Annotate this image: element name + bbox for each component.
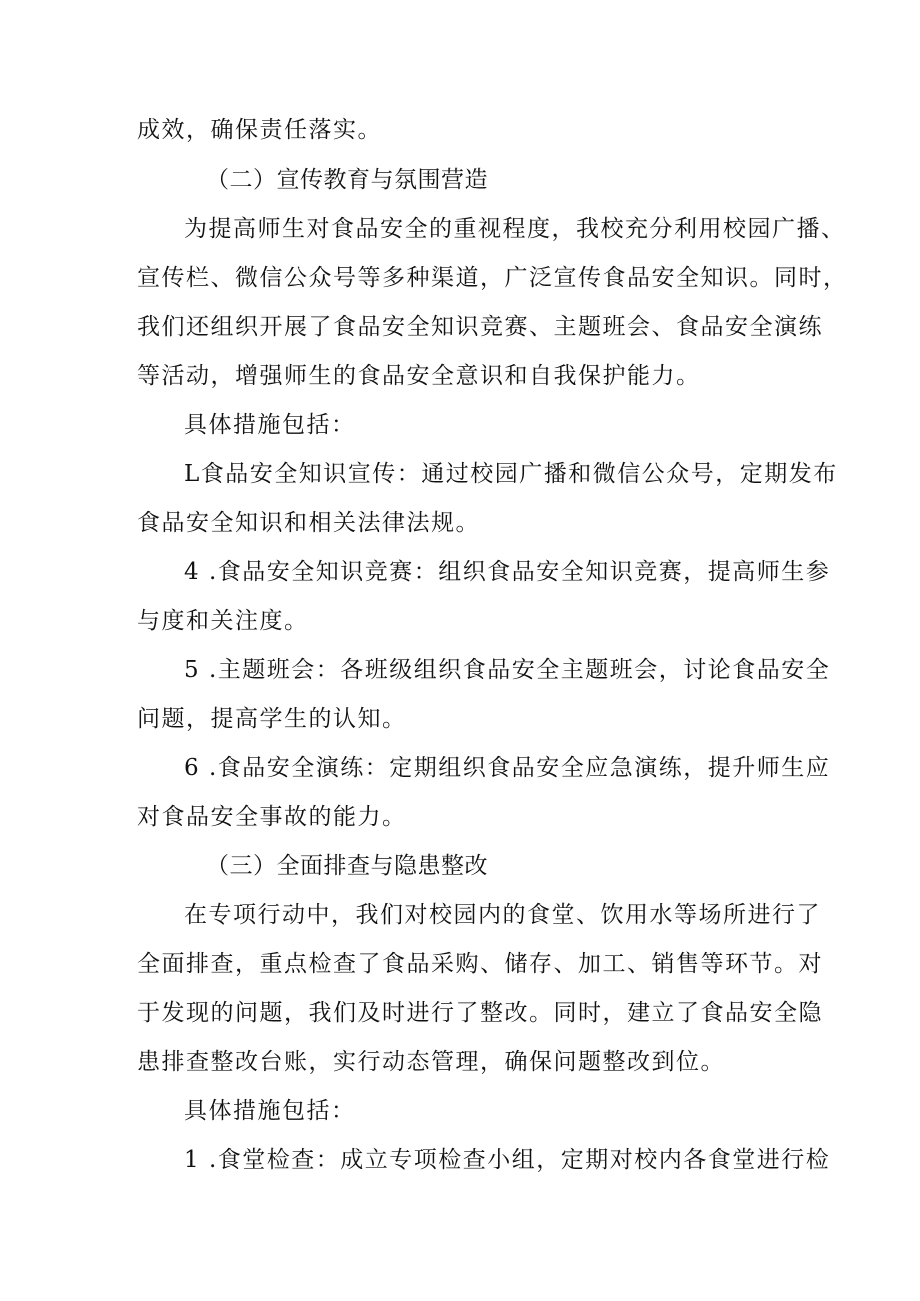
paragraph-line: 宣传栏、微信公众号等多种渠道，广泛宣传食品安全知识。同时， [137,265,848,291]
paragraph-line: 我们还组织开展了食品安全知识竞赛、主题班会、食品安全演练 [137,314,823,340]
paragraph-line: 等活动，增强师生的食品安全意识和自我保护能力。 [137,363,701,389]
paragraph-line: 在专项行动中，我们对校园内的食堂、饮用水等场所进行了 [184,902,821,928]
paragraph-line: 于发现的问题，我们及时进行了整改。同时，建立了食品安全隐 [137,1000,823,1026]
list-item-line: L食品安全知识宣传：通过校园广播和微信公众号，定期发布 [184,461,838,487]
section-heading: （二）宣传教育与氛围营造 [206,167,488,193]
list-item-line: 对食品安全事故的能力。 [137,804,407,830]
list-item-line: 食品安全知识和相关法律法规。 [137,510,480,536]
list-intro: 具体措施包括： [184,412,356,438]
list-intro: 具体措施包括： [184,1098,356,1124]
list-item-line: 1 .食堂检查：成立专项检查小组，定期对校内各食堂进行检 [184,1147,831,1173]
section-heading: （三）全面排查与隐患整改 [206,853,488,879]
paragraph-line: 为提高师生对食品安全的重视程度，我校充分利用校园广播、 [184,216,846,242]
paragraph-line: 患排查整改台账，实行动态管理，确保问题整改到位。 [137,1049,725,1075]
list-item-line: 与度和关注度。 [137,608,309,634]
list-item-line: 问题，提高学生的认知。 [137,706,407,732]
paragraph-line: 全面排查，重点检查了食品采购、储存、加工、销售等环节。对 [137,951,823,977]
list-item-line: 4 .食品安全知识竞赛：组织食品安全知识竞赛，提高师生参 [184,559,831,585]
list-item-line: 6 .食品安全演练：定期组织食品安全应急演练，提升师生应 [184,755,831,781]
list-item-line: 5 .主题班会：各班级组织食品安全主题班会，讨论食品安全 [184,657,831,683]
paragraph-line: 成效，确保责任落实。 [137,117,382,143]
